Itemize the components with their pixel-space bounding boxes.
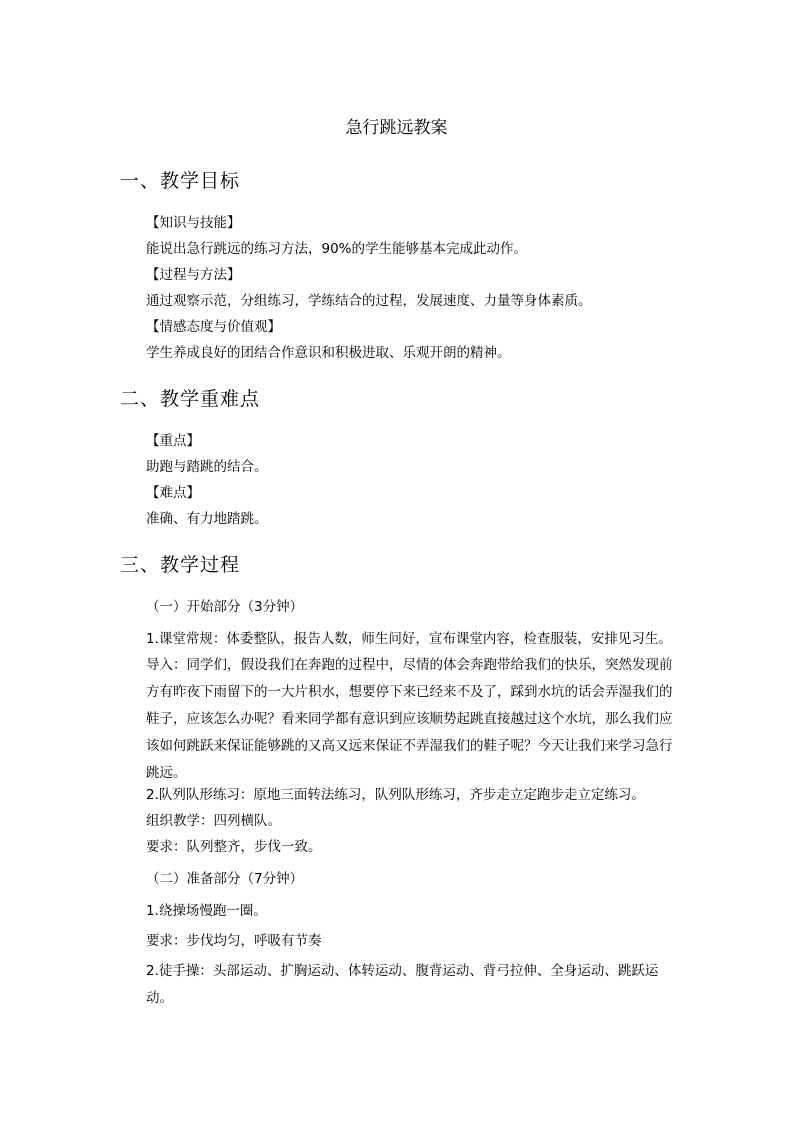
text-difficult: 准确、有力地踏跳。 [146, 511, 268, 527]
label-emotion: 【情感态度与价值观】 [146, 319, 281, 335]
label-difficult: 【难点】 [146, 485, 200, 501]
part2-title: （二）准备部分（7分钟） [146, 871, 304, 887]
text-knowledge: 能说出急行跳远的练习方法，90%的学生能够基本完成此动作。 [146, 241, 528, 257]
label-knowledge: 【知识与技能】 [146, 215, 241, 231]
section-heading-objectives: 一、教学目标 [120, 170, 241, 192]
section-heading-process: 三、教学过程 [120, 554, 241, 576]
item-formation: 2.队列队形练习：原地三面转法练习，队列队形练习，齐步走立定跑步走立定练习。 [146, 787, 645, 803]
text-key: 助跑与踏跳的结合。 [146, 459, 268, 475]
text-requirement-1: 要求：队列整齐，步伐一致。 [146, 839, 322, 855]
item-jog: 1.绕操场慢跑一圈。 [146, 903, 267, 919]
section-heading-key-points: 二、教学重难点 [120, 388, 261, 410]
text-requirement-2: 要求：步伐均匀，呼吸有节奏 [146, 933, 322, 949]
text-emotion: 学生养成良好的团结合作意识和积极进取、乐观开朗的精神。 [146, 345, 511, 361]
item-class-routine: 1.课堂常规：体委整队，报告人数，师生问好，宣布课堂内容，检查服装，安排见习生。 [146, 631, 672, 647]
text-organization: 组织教学：四列横队。 [146, 813, 281, 829]
text-process: 通过观察示范，分组练习，学练结合的过程，发展速度、力量等身体素质。 [146, 293, 592, 309]
intro-paragraph: 导入：同学们，假设我们在奔跑的过程中，尽情的体会奔跑带给我们的快乐，突然发现前方有昨夜下雨留下的一大片积水，想要停下来已经来不及了，踩到水坑的话会弄湿我们的鞋子，应该怎么办呢？看来同学都有意识到应该顺势起跳直接越过这个水坑，那么我们应该如何跳跃来保证能够跳的又高又远来保证不弄湿我们的鞋子呢？今天让我们来学习急行跳远。 [146, 657, 673, 781]
label-key: 【重点】 [146, 433, 200, 449]
part1-title: （一）开始部分（3分钟） [146, 599, 304, 615]
document-title: 急行跳远教案 [345, 118, 448, 138]
label-process: 【过程与方法】 [146, 267, 241, 283]
item-exercises: 2.徒手操：头部运动、扩胸运动、体转运动、腹背运动、背弓拉伸、全身运动、跳跃运动。 [146, 963, 659, 1006]
